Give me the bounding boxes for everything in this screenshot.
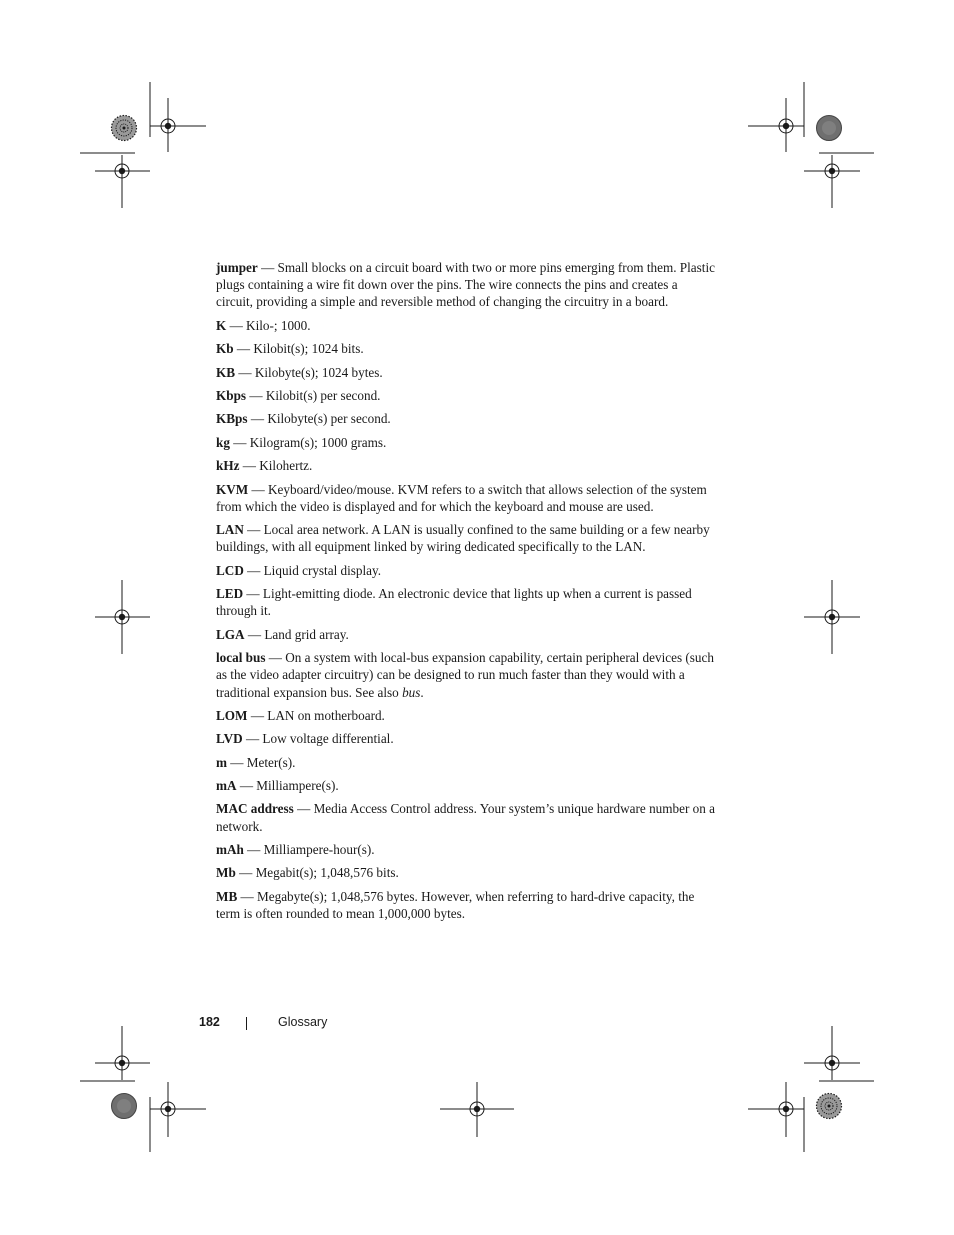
- term: LAN: [216, 522, 244, 538]
- em-dash: —: [226, 317, 247, 333]
- em-dash: —: [235, 364, 255, 380]
- definition: Local area network. A LAN is usually confined to the same building or a few nearby buildings, with all equipment linked by wiring dedicated specifically to the LAN.: [216, 522, 710, 555]
- definition: Kilohertz.: [259, 458, 313, 474]
- term: mA: [216, 778, 237, 794]
- glossary-entry-led: [216, 585, 716, 619]
- definition: Meter(s).: [246, 754, 296, 770]
- definition: Milliampere-hour(s).: [263, 842, 375, 858]
- term: LCD: [216, 562, 244, 578]
- term: jumper: [216, 260, 258, 275]
- glossary-entries: [216, 259, 716, 928]
- glossary-entry-mb-bits: [216, 864, 716, 881]
- definition: Low voltage differential.: [262, 731, 394, 747]
- em-dash: —: [242, 731, 263, 747]
- glossary-entry-jumper: [216, 259, 716, 311]
- term: KVM: [216, 481, 249, 497]
- term: LGA: [216, 626, 245, 642]
- definition: Megabit(s); 1,048,576 bits.: [255, 865, 399, 881]
- glossary-entry-khz: [216, 457, 716, 474]
- page-footer: [0, 1015, 954, 1035]
- definition: Milliampere(s).: [256, 778, 339, 794]
- term: K: [216, 317, 227, 333]
- definition: On a system with local-bus expansion capability, certain peripheral devices (such as the video adapter circuitry) can be designed to run much faster than they would with a traditional expansion bus. See also: [216, 650, 714, 700]
- definition: Liquid crystal display.: [263, 562, 382, 578]
- definition: Small blocks on a circuit board with two or more pins emerging from them. Plastic plugs containing a wire fit down over the pins. The wire connects the pins and creates a circuit, providing a simple and reversible method of changing the circuitry in a board.: [216, 260, 715, 310]
- definition: Light-emitting diode. An electronic device that lights up when a current is passed through it.: [216, 586, 692, 619]
- em-dash: —: [239, 458, 260, 474]
- glossary-entry-mac-address: [216, 800, 716, 834]
- glossary-entry-k: [216, 317, 716, 334]
- term: LVD: [216, 731, 243, 747]
- section-name: Glossary: [278, 1015, 328, 1029]
- glossary-entry-kb-bits: [216, 340, 716, 357]
- term: MB: [216, 888, 238, 904]
- glossary-entry-m: [216, 754, 716, 771]
- term: Kb: [216, 341, 234, 357]
- page-number: 182: [199, 1015, 220, 1029]
- em-dash: —: [243, 842, 264, 858]
- glossary-entry-local-bus: [216, 649, 716, 701]
- term: m: [216, 754, 227, 770]
- definition: Kilobyte(s) per second.: [267, 411, 391, 427]
- em-dash: —: [257, 260, 278, 275]
- term: MAC address: [216, 801, 294, 817]
- definition: Kilo-; 1000.: [246, 317, 311, 333]
- em-dash: —: [244, 626, 265, 642]
- em-dash: —: [243, 562, 264, 578]
- definition: Megabyte(s); 1,048,576 bytes. However, when referring to hard-drive capacity, the term is often rounded to mean 1,000,000 bytes.: [216, 888, 695, 922]
- em-dash: —: [237, 888, 258, 904]
- definition: Land grid array.: [264, 626, 349, 642]
- em-dash: —: [229, 434, 250, 450]
- term: LED: [216, 586, 244, 602]
- em-dash: —: [243, 586, 263, 602]
- glossary-entry-lan: [216, 521, 716, 555]
- term: mAh: [216, 842, 244, 858]
- definition: Kilogram(s); 1000 grams.: [249, 434, 387, 450]
- glossary-entry-lvd: [216, 730, 716, 747]
- term: KBps: [216, 411, 248, 427]
- term: local bus: [216, 650, 266, 666]
- glossary-entry-lom: [216, 707, 716, 724]
- definition: LAN on motherboard.: [267, 707, 385, 723]
- em-dash: —: [248, 481, 269, 497]
- footer-divider: [246, 1017, 247, 1030]
- definition: Keyboard/video/mouse. KVM refers to a switch that allows selection of the system from which the video is displayed and for which the keyboard and mouse are used.: [216, 481, 707, 514]
- em-dash: —: [265, 650, 286, 666]
- glossary-entry-kbyteps: [216, 410, 716, 427]
- term: kg: [216, 434, 230, 450]
- em-dash: —: [247, 707, 268, 723]
- em-dash: —: [247, 411, 268, 427]
- term: kHz: [216, 458, 240, 474]
- term: KB: [216, 364, 236, 380]
- definition: Kilobit(s) per second.: [265, 387, 381, 403]
- em-dash: —: [293, 801, 314, 817]
- glossary-entry-kg: [216, 434, 716, 451]
- glossary-entry-lga: [216, 626, 716, 643]
- definition-tail: .: [420, 684, 424, 700]
- glossary-entry-kb-bytes: [216, 364, 716, 381]
- em-dash: —: [246, 387, 266, 403]
- definition: Media Access Control address. Your system’s unique hardware number on a network.: [216, 801, 715, 834]
- em-dash: —: [236, 778, 257, 794]
- glossary-entry-mah: [216, 841, 716, 858]
- term: Kbps: [216, 387, 247, 403]
- glossary-entry-ma: [216, 777, 716, 794]
- glossary-entry-kvm: [216, 481, 716, 515]
- term: Mb: [216, 865, 236, 881]
- em-dash: —: [235, 865, 256, 881]
- glossary-entry-lcd: [216, 562, 716, 579]
- em-dash: —: [227, 754, 247, 770]
- term: LOM: [216, 707, 248, 723]
- glossary-entry-kbps: [216, 387, 716, 404]
- definition: Kilobyte(s); 1024 bytes.: [254, 364, 383, 380]
- glossary-entry-mb-bytes: [216, 888, 716, 922]
- definition: Kilobit(s); 1024 bits.: [253, 341, 364, 357]
- em-dash: —: [243, 522, 264, 538]
- see-also-term: bus: [402, 684, 421, 700]
- em-dash: —: [233, 341, 254, 357]
